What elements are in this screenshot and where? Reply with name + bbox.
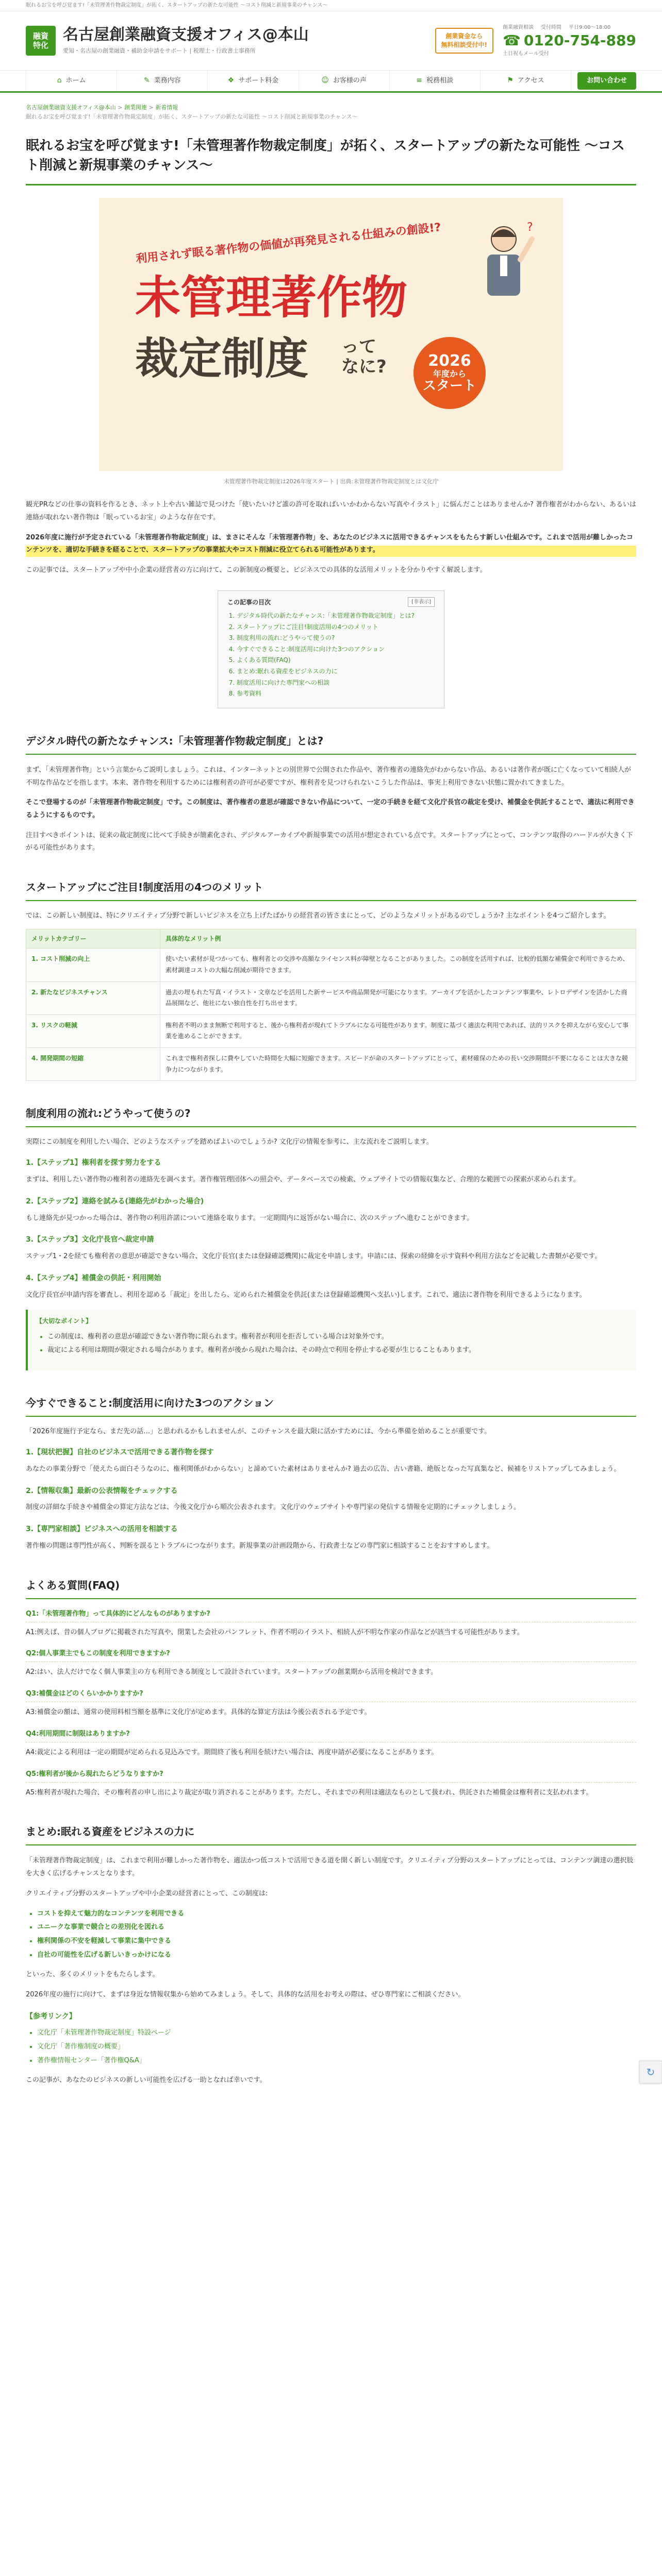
- pencil-icon: ✎: [143, 76, 150, 85]
- faq-question: Q2:個人事業主でもこの制度を利用できますか?: [26, 1648, 636, 1662]
- list-item[interactable]: [37, 2041, 636, 2054]
- nav-item-tax[interactable]: [390, 71, 481, 91]
- faq-answer: A1:例えば、昔の個人ブログに掲載された写真や、閉業した会社のパンフレット、作者不明のイラスト、相続人が不明な作家の作品などが該当する可能性があります。: [26, 1628, 524, 1636]
- flag-icon: ⚑: [507, 76, 514, 85]
- hero-heading-small: [341, 337, 387, 377]
- faq-answer: A3:補償金の額は、通常の使用料相当額を基準に文化庁が定めます。具体的な算定方法は今後公表される予定です。: [26, 1708, 371, 1717]
- table-row: [26, 1048, 636, 1081]
- closing-paragraph: この記事が、あなたのビジネスの新しい可能性を広げる一助となれば幸いです。: [26, 2076, 267, 2084]
- svg-text:?: ?: [527, 221, 533, 234]
- hero-subtitle: 利用されず眠る著作物の価値が再発見される仕組みの創設!?: [135, 221, 442, 266]
- reference-link[interactable]: 文化庁「著作権制度の概要」: [37, 2043, 125, 2051]
- phone-icon: ☎: [503, 32, 521, 49]
- smile-icon: ☺: [321, 76, 329, 85]
- hero-small-1: って: [341, 336, 376, 357]
- nav-label: アクセス: [517, 76, 544, 84]
- section1-paragraph-1: まず、「未管理著作物」という言葉からご説明しましょう。これは、インターネットとの別世界で公開された作品や、著作権者の連絡先がわからない作品、あるいは著作者が既に亡くなっていて相続人が不明な作品などを指します。本来、著作物を利用するためには権利者の許可が必要ですが、権利者を見つけられないこうした作品は、事実上利用できない状態に置かれてきました。: [26, 766, 632, 787]
- list-item: • ユニークな事業で競合との差別化を図れる: [37, 1921, 636, 1934]
- step1-title: 1.【ステップ1】権利者を探す努力をする: [26, 1159, 161, 1167]
- hero-year-badge: [413, 337, 486, 409]
- table-row: [26, 948, 636, 981]
- logo-badge[interactable]: [26, 26, 56, 56]
- important-note: [26, 1310, 636, 1370]
- toc-link[interactable]: 制度利用の流れ:どうやって使うの?: [237, 634, 335, 642]
- intro-paragraph-3: この記事では、スタートアップや中小企業の経営者の方に向けて、この新制度の概要と、ビジネスでの具体的な活用メリットを分かりやすく解説します。: [26, 566, 487, 574]
- table-cell-desc: 使いたい素材が見つかっても、権利者との交渉や高額なライセンス料が障壁となることがありました。この制度を活用すれば、比較的低額な補償金で利用できるため、素材調達コストの大幅な削減が期待できます。: [160, 948, 636, 981]
- free-consult-badge[interactable]: [435, 28, 493, 54]
- header-contact: [435, 23, 636, 58]
- site-header: [0, 11, 662, 70]
- summary-list: [37, 1908, 636, 1962]
- breadcrumb-home[interactable]: 名古屋創業融資支援オフィス@本山: [26, 104, 116, 111]
- list-icon: ≡: [416, 76, 423, 85]
- faq-question: Q1:「未管理著作物」って具体的にどんなものがありますか?: [26, 1608, 636, 1622]
- contact-button[interactable]: お問い合わせ: [577, 72, 636, 90]
- section-heading-summary: まとめ:眠れる資産をビジネスの力に: [26, 1823, 636, 1845]
- hero-image: [99, 198, 563, 471]
- intro-paragraph-1: 観光PRなどの仕事の資料を作るとき、ネット上や古い雑誌で見つけた「使いたいけど誰の許可を取ればいいかわからない写真やイラスト」に悩んだことはありませんか? 著作権者がわからない、あるいは連絡が取れない著作物は「眠っているお宝」のような存在です。: [26, 501, 636, 521]
- phone-number: 0120-754-889: [523, 32, 636, 49]
- summary-paragraph-4: 2026年度の施行に向けて、まずは身近な情報収集から始めてみましょう。そして、具体的な活用をお考えの際は、ぜひ専門家にご相談ください。: [26, 1990, 465, 1998]
- toc-list: [237, 611, 435, 700]
- merits-table: [26, 929, 636, 1081]
- step2-title: 2.【ステップ2】連絡を試みる(連絡先がわかった場合): [26, 1197, 204, 1206]
- summary-paragraph-3: といった、多くのメリットをもたらします。: [26, 1971, 159, 1979]
- table-cell-cat: 3. リスクの軽減: [26, 1014, 160, 1047]
- nav-item-home[interactable]: [26, 71, 117, 91]
- faq-answer: A2:はい、法人だけでなく個人事業主の方も利用できる制度として設計されています。スタートアップの創業期から活用を検討できます。: [26, 1668, 438, 1676]
- toc-item[interactable]: [237, 611, 435, 622]
- hero-badge-year: 2026: [428, 351, 471, 370]
- global-nav: [0, 70, 662, 93]
- action1-text: あなたの事業分野で「使えたら面白そうなのに、権利関係がわからない」と諦めていた素材はありませんか? 過去の広告、古い書籍、絶版となった写真集など、候補をリストアップしてみましょう。: [26, 1465, 621, 1473]
- table-cell-cat: 2. 新たなビジネスチャンス: [26, 981, 160, 1014]
- breadcrumb-current: 眠れるお宝を呼び覚ます!「未管理著作物裁定制度」が拓く、スタートアップの新たな可能性 〜コスト削減と新規事業のチャンス〜: [26, 113, 358, 120]
- toc-item[interactable]: [237, 655, 435, 666]
- faq-answer: A5:権利者が現れた場合、その権利者の申し出により裁定が取り消されることがあります。ただし、それまでの利用は適法なものとして扱われ、供託された補償金は権利者に支払われます。: [26, 1788, 593, 1797]
- nav-item-services[interactable]: [117, 71, 208, 91]
- toc-link[interactable]: デジタル時代の新たなチャンス:「未管理著作物裁定制度」とは?: [237, 612, 415, 620]
- action3-title: 3.【専門家相談】ビジネスへの活用を相談する: [26, 1525, 178, 1534]
- logo-badge-line1: 融資: [32, 31, 48, 41]
- site-description: 愛知・名古屋の創業融資・補助金申請をサポート | 税理士・行政書士事務所: [63, 47, 256, 54]
- title-divider: [26, 184, 636, 185]
- toc-link[interactable]: まとめ:眠れる資産をビジネスの力に: [237, 668, 338, 675]
- phone-meta-3: 平日9:00〜18:00: [569, 25, 611, 31]
- phone-number-link[interactable]: [503, 32, 636, 49]
- action1-title: 1.【現状把握】自社のビジネスで活用できる著作物を探す: [26, 1448, 214, 1457]
- intro-paragraph-2: 2026年度に施行が予定されている「未管理著作物裁定制度」は、まさにそんな「未管理著作物」を、あなたのビジネスに活用できるチャンスをもたらす新しい仕組みです。これまで活用が難しかったコンテンツを、適切な手続きを経ることで、スタートアップの事業拡大やコスト削減に役立てられる可能性があります。: [26, 532, 636, 557]
- table-of-contents: [218, 590, 444, 708]
- toc-link[interactable]: よくある質問(FAQ): [237, 656, 291, 664]
- recaptcha-badge[interactable]: [639, 2061, 662, 2083]
- section-heading-actions: 今すぐできること:制度活用に向けた3つのアクション: [26, 1394, 636, 1417]
- table-cell-desc: 過去の埋もれた写真・イラスト・文章などを活用した新サービスや商品開発が可能になります。アーカイブを活かしたコンテンツ事業や、レトロデザインを活かした商品展開など、他社にない独自性を打ち出せます。: [160, 981, 636, 1014]
- breadcrumb-category-2[interactable]: 新着情報: [155, 104, 178, 111]
- nav-label: 業務内容: [154, 76, 181, 84]
- note-title: 【大切なポイント】: [36, 1317, 92, 1325]
- step4-text: 文化庁長官が申請内容を審査し、利用を認める「裁定」を出したら、定められた補償金を供託(または登録確認機関へ支払い)します。これで、適法に著作物を利用できるようになります。: [26, 1291, 586, 1299]
- hero-heading-1: 未管理著作物: [135, 270, 408, 324]
- table-header-cat: メリットカテゴリー: [26, 929, 160, 948]
- reference-link[interactable]: 文化庁「未管理著作物裁定制度」特設ページ: [37, 2029, 171, 2037]
- reference-link[interactable]: 著作権情報センター「著作権Q&A」: [37, 2056, 146, 2064]
- note-list: [47, 1331, 628, 1357]
- breadcrumb: [0, 93, 662, 121]
- section1-paragraph-2: そこで登場するのが「未管理著作物裁定制度」です。この制度は、著作権者の意思が確認できない作品について、一定の手続きを経て文化庁長官の裁定を受け、補償金を供託することで、適法に利用できるようにするものです。: [26, 799, 635, 819]
- table-header-desc: 具体的なメリット例: [160, 929, 636, 948]
- toc-item[interactable]: [237, 677, 435, 689]
- nav-item-pricing[interactable]: [208, 71, 299, 91]
- hero-badge-s1: 年度から: [433, 368, 466, 379]
- section-heading-overview: デジタル時代の新たなチャンス:「未管理著作物裁定制度」とは?: [26, 732, 636, 755]
- toc-title: この記事の目次: [227, 598, 271, 606]
- section-heading-faq: よくある質問(FAQ): [26, 1577, 636, 1599]
- person-illustration-icon: [470, 218, 537, 301]
- step4-title: 4.【ステップ4】補償金の供託・利用開始: [26, 1274, 161, 1282]
- hero-caption: 未管理著作物裁定制度は2026年度スタート | 出典:未管理著作物裁定制度とは文化庁: [223, 478, 439, 485]
- summary-paragraph-1: 「未管理著作物裁定制度」は、これまで利用が難しかった著作物を、適法かつ低コストで活用できる道を開く新しい制度です。クリエイティブ分野のスタートアップにとっては、コンテンツ調達の選択肢を大きく広げるチャンスとなります。: [26, 1857, 634, 1878]
- toc-link[interactable]: 参考資料: [237, 690, 262, 698]
- hero-heading-2: 裁定制度: [135, 333, 309, 384]
- table-cell-desc: これまで権利者探しに費やしていた時間を大幅に短縮できます。スピードが命のスタートアップにとって、素材確保のための長い交渉期間が不要になることは大きな競争力につながります。: [160, 1048, 636, 1081]
- action2-text: 制度の詳細な手続きや補償金の算定方法などは、今後文化庁から順次公表されます。文化庁のウェブサイトや専門家の発信する情報を定期的にチェックしましょう。: [26, 1503, 521, 1512]
- nav-item-voices[interactable]: [299, 71, 390, 91]
- home-icon: ⌂: [57, 76, 62, 85]
- list-item: • 権利関係の不安を軽減して事業に集中できる: [37, 1935, 636, 1948]
- toc-item[interactable]: [237, 622, 435, 633]
- references-list: [37, 2027, 636, 2067]
- table-row: [26, 1014, 636, 1047]
- faq-question: Q3:補償金はどのくらいかかりますか?: [26, 1688, 636, 1702]
- list-item: • 裁定による利用は期間が限定される場合があります。権利者が後から現れた場合は、その時点で利用を停止する必要が生じることもあります。: [47, 1344, 628, 1357]
- hero-small-2: なに?: [341, 356, 387, 377]
- section1-paragraph-3: 注目すべきポイントは、従来の裁定制度に比べて手続きが簡素化され、デジタルアーカイブや新規事業での活用が想定されている点です。スタートアップにとって、コンテンツ取得のハードルが大きく下がる可能性があります。: [26, 831, 633, 852]
- nav-item-access[interactable]: [481, 71, 571, 91]
- toc-item[interactable]: [237, 688, 435, 700]
- faq-question: Q5:権利者が後から現れたらどうなりますか?: [26, 1769, 636, 1783]
- toc-link[interactable]: 今すぐできること:制度活用に向けた3つのアクション: [237, 645, 385, 653]
- references-title: 【参考リンク】: [26, 2012, 76, 2021]
- action2-title: 2.【情報収集】最新の公表情報をチェックする: [26, 1486, 178, 1495]
- step2-text: もし連絡先が見つかった場合は、著作物の利用許諾について連絡を取ります。一定期間内に返答がない場合に、次のステップへ進むことができます。: [26, 1214, 474, 1222]
- toc-toggle-button[interactable]: [非表示]: [408, 597, 435, 607]
- article-main: [0, 121, 662, 2125]
- nav-label: ホーム: [65, 76, 86, 84]
- top-strip-text: 眠れるお宝を呼び覚ます!「未管理著作物裁定制度」が拓く、スタートアップの新たな可能性 〜コスト削減と新規事業のチャンス〜: [26, 3, 328, 8]
- toc-item[interactable]: [237, 644, 435, 655]
- phone-meta-1: 創業融資相談: [503, 25, 534, 31]
- phone-box: [503, 23, 636, 58]
- step1-text: まずは、利用したい著作物の権利者の連絡先を調べます。著作権管理団体への照会や、データベースでの検索、ウェブサイトでの情報収集など、合理的な範囲での探索が求められます。: [26, 1176, 580, 1184]
- section3-lead: 実際にこの制度を利用したい場合、どのようなステップを踏めばよいのでしょうか? 文化庁の情報を参考に、主な流れをご説明します。: [26, 1138, 433, 1146]
- nav-label: お客様の声: [333, 76, 367, 84]
- breadcrumb-category[interactable]: 創業関連: [124, 104, 147, 111]
- nav-label: サポート料金: [238, 76, 279, 84]
- table-cell-cat: 4. 開発期間の短縮: [26, 1048, 160, 1081]
- toc-header: [227, 597, 435, 607]
- table-row: [26, 981, 636, 1014]
- breadcrumb-sep: >: [115, 104, 125, 111]
- summary-paragraph-2: クリエイティブ分野のスタートアップや中小企業の経営者にとって、この制度は:: [26, 1889, 268, 1897]
- toc-link[interactable]: スタートアップにご注目!制度活用の4つのメリット: [237, 623, 378, 631]
- breadcrumb-sep: >: [147, 104, 156, 111]
- hero-badge-s2: スタート: [422, 378, 476, 394]
- section-heading-flow: 制度利用の流れ:どうやって使うの?: [26, 1105, 636, 1127]
- logo-text: [63, 26, 309, 56]
- list-item: • コストを抑えて魅力的なコンテンツを利用できる: [37, 1908, 636, 1921]
- action3-text: 著作権の問題は専門性が高く、判断を誤るとトラブルにつながります。新規事業の計画段階から、行政書士などの専門家に相談することをおすすめします。: [26, 1541, 494, 1550]
- logo-badge-line2: 特化: [32, 41, 48, 50]
- consult-line1: 創業資金なら: [445, 32, 483, 40]
- list-item[interactable]: [37, 2027, 636, 2040]
- table-cell-cat: 1. コスト削減の向上: [26, 948, 160, 981]
- phone-hours: 土日祝もメール受付: [503, 50, 549, 57]
- table-header-row: [26, 929, 636, 948]
- top-strip: [0, 0, 662, 11]
- toc-item[interactable]: [237, 633, 435, 644]
- diamond-icon: ❖: [227, 76, 235, 85]
- table-cell-desc: 権利者不明のまま無断で利用すると、後から権利者が現れてトラブルになる可能性があります。制度に基づく適法な利用であれば、法的リスクを抑えながら安心して事業を進めることができます。: [160, 1014, 636, 1047]
- recaptcha-icon: ↻: [646, 2066, 655, 2078]
- faq-list: [26, 1608, 636, 1800]
- toc-link[interactable]: 制度活用に向けた専門家への相談: [237, 679, 330, 686]
- page-title: 眠れるお宝を呼び覚ます!「未管理著作物裁定制度」が拓く、スタートアップの新たな可能性 〜コスト削減と新規事業のチャンス〜: [26, 138, 625, 173]
- site-name[interactable]: 名古屋創業融資支援オフィス@本山: [63, 25, 309, 44]
- section2-lead: では、この新しい制度は、特にクリエイティブ分野で新しいビジネスを立ち上げたばかりの経営者の皆さまにとって、どのようなメリットがあるのでしょうか? 主なポイントを4つご紹介します。: [26, 911, 610, 920]
- step3-text: ステップ1・2を経ても権利者の意思が確認できない場合、文化庁長官(または登録確認機関)に裁定を申請します。申請には、探索の経緯を示す資料や利用方法などを記載した書類が必要です。: [26, 1252, 602, 1261]
- section-heading-merits: スタートアップにご注目!制度活用の4つのメリット: [26, 878, 636, 901]
- nav-label: 税務相談: [426, 76, 454, 84]
- toc-item[interactable]: [237, 666, 435, 677]
- list-item[interactable]: [37, 2055, 636, 2067]
- list-item: • 自社の可能性を広げる新しいきっかけになる: [37, 1949, 636, 1962]
- phone-meta: [503, 23, 636, 32]
- consult-line2: 無料相談受付中!: [441, 41, 488, 48]
- faq-answer: A4:裁定による利用は一定の期間が定められる見込みです。期間終了後も利用を続けたい場合は、再度申請が必要になることがあります。: [26, 1748, 438, 1756]
- phone-meta-2: 受付時間: [541, 25, 562, 31]
- faq-question: Q4:利用期間に制限はありますか?: [26, 1728, 636, 1742]
- list-item: • この制度は、権利者の意思が確認できない著作物に限られます。権利者が利用を拒否している場合は対象外です。: [47, 1331, 628, 1344]
- section4-lead: 「2026年度施行予定なら、まだ先の話…」と思われるかもしれませんが、このチャンスを最大限に活かすためには、今から準備を始めることが重要です。: [26, 1427, 491, 1435]
- step3-title: 3.【ステップ3】文化庁長官へ裁定申請: [26, 1235, 154, 1244]
